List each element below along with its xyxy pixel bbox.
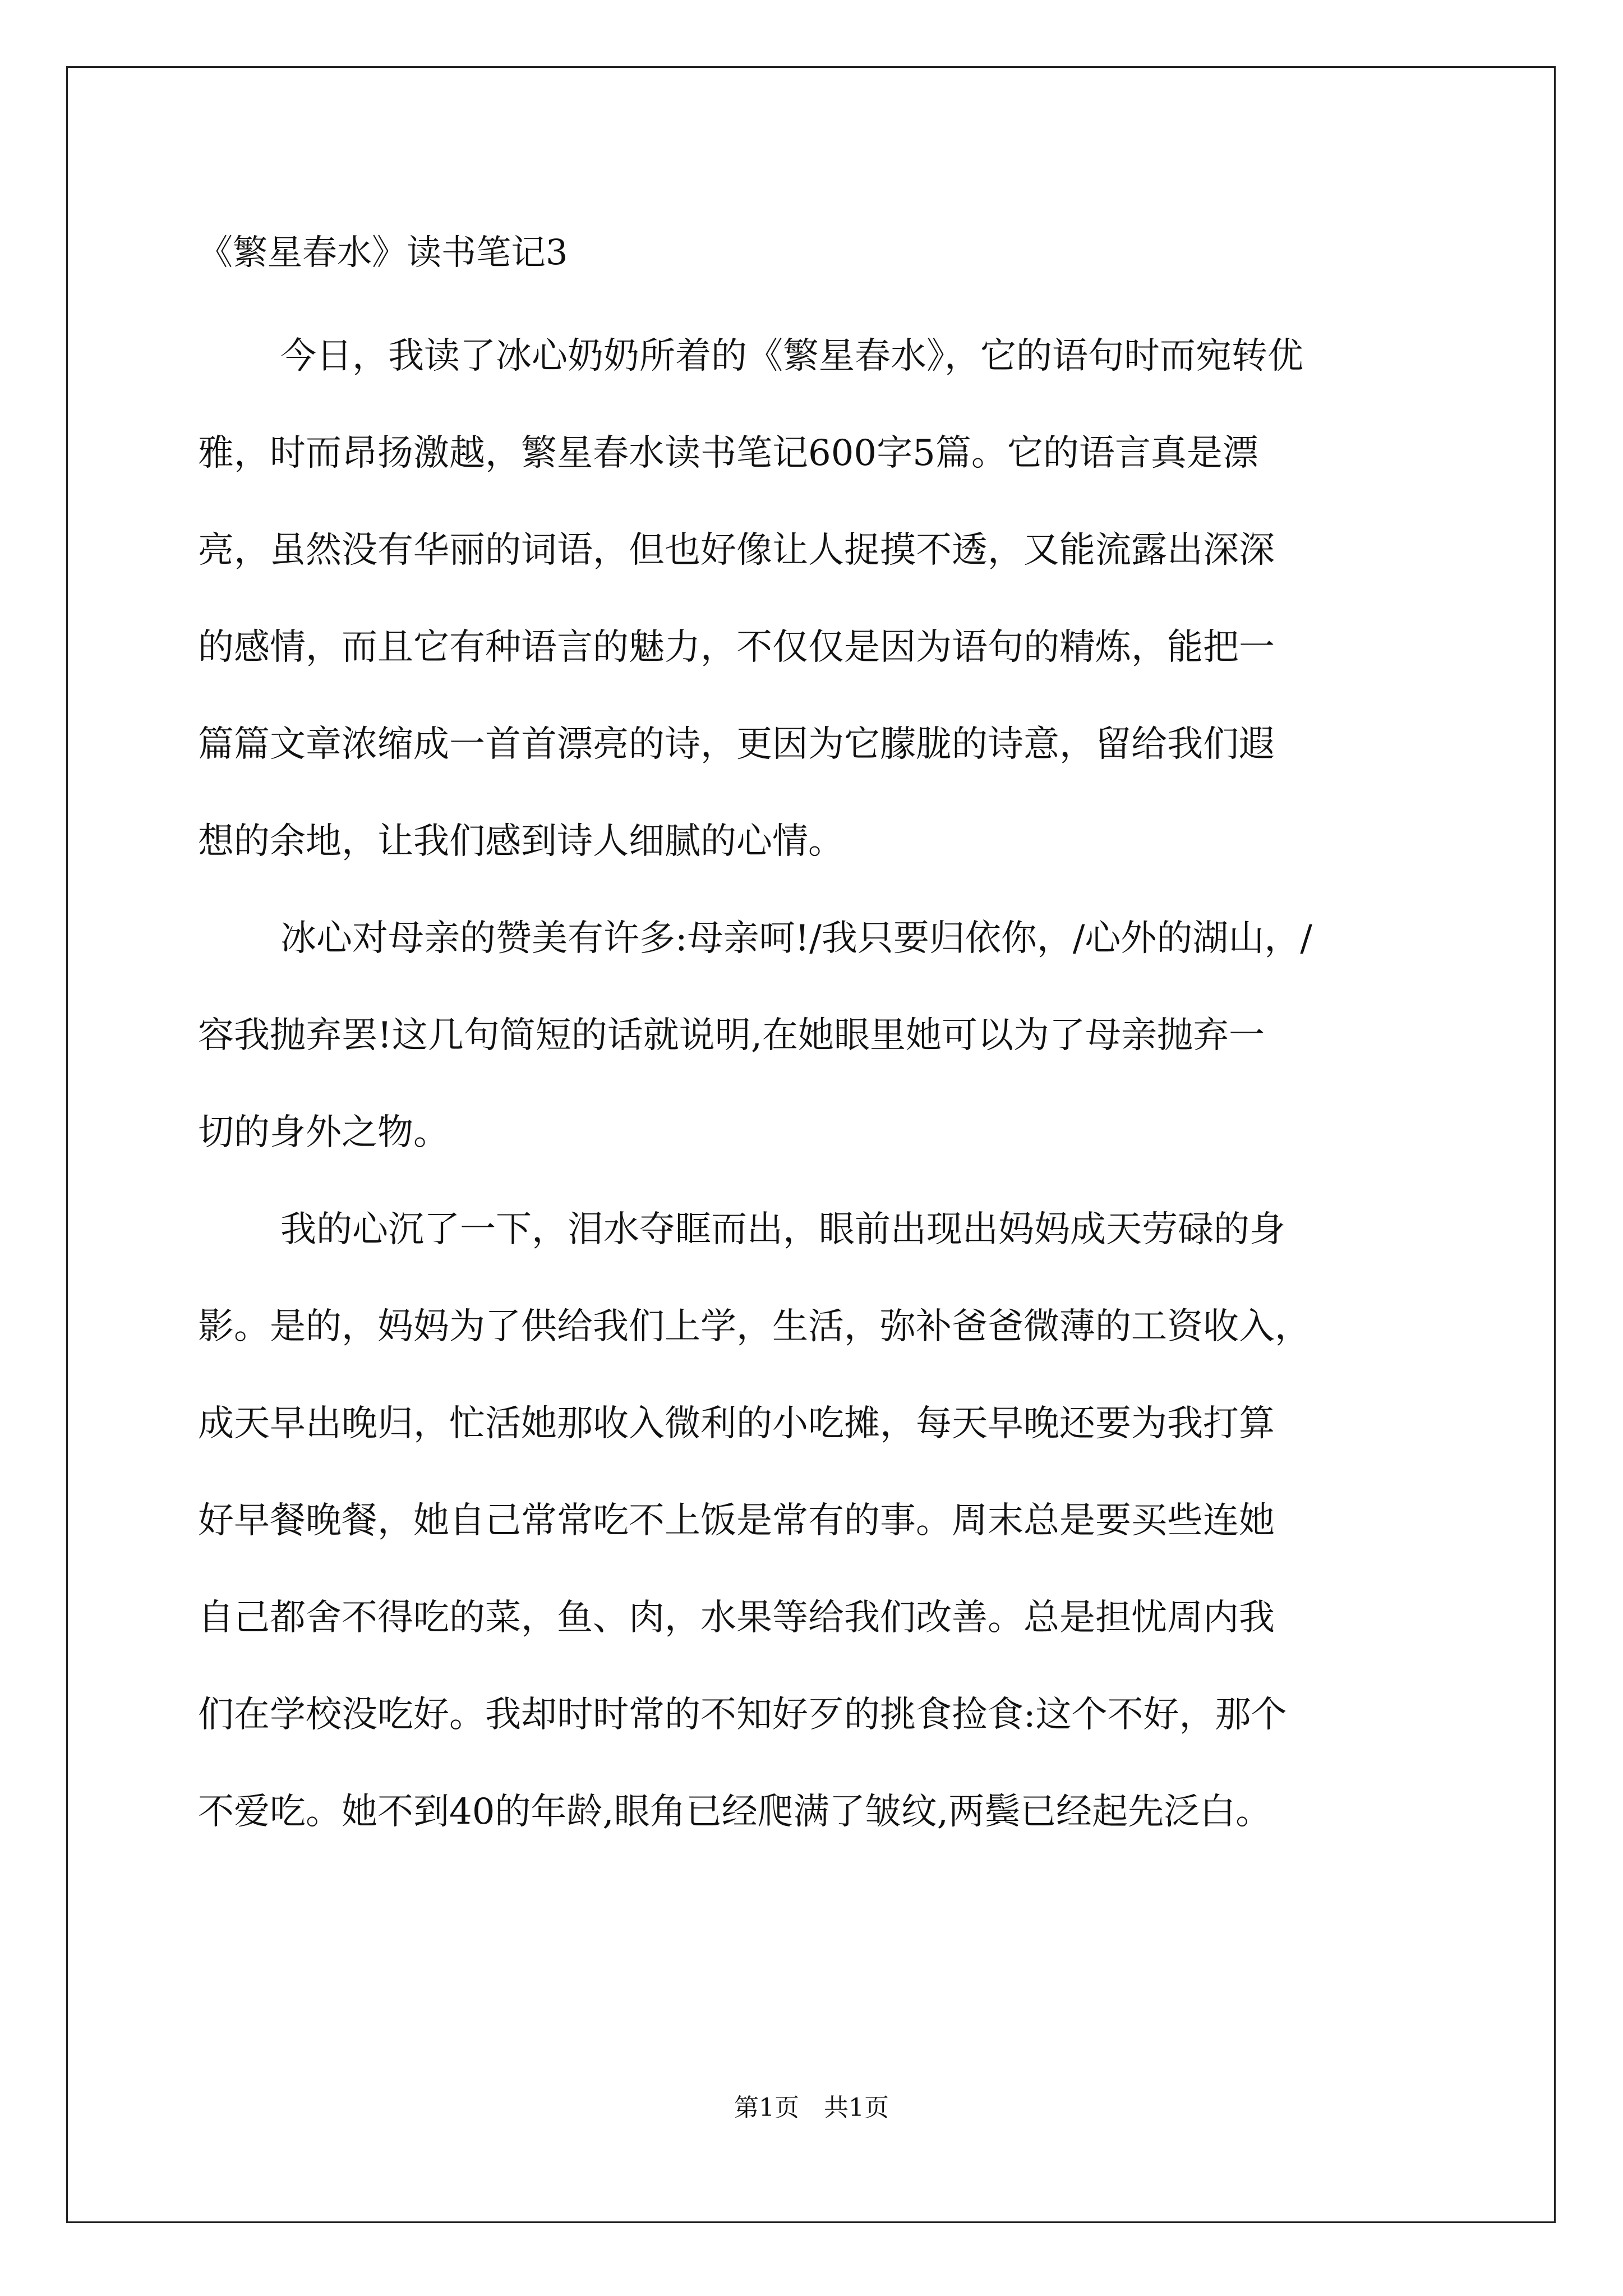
paragraph-1-line-4: 的感情，而且它有种语言的魅力，不仅仅是因为语句的精炼，能把一 bbox=[198, 627, 1275, 668]
paragraph-3-line-2: 影。是的，妈妈为了供给我们上学，生活，弥补爸爸微薄的工资收入， bbox=[198, 1306, 1311, 1347]
paragraph-1-line-3: 亮，虽然没有华丽的词语，但也好像让人捉摸不透，又能流露出深深 bbox=[198, 530, 1275, 571]
document-title: 《繁星春水》读书笔记3 bbox=[198, 232, 568, 273]
paragraph-1-line-6: 想的余地，让我们感到诗人细腻的心情。 bbox=[198, 821, 844, 862]
paragraph-3-line-4: 好早餐晚餐，她自己常常吃不上饭是常有的事。周末总是要买些连她 bbox=[198, 1500, 1275, 1542]
paragraph-3-line-1: 我的心沉了一下，泪水夺眶而出，眼前出现出妈妈成天劳碌的身 bbox=[280, 1209, 1285, 1250]
paragraph-3-line-7: 不爱吃。她不到40的年龄,眼角已经爬满了皱纹,两鬓已经起先泛白。 bbox=[198, 1791, 1272, 1833]
paragraph-2-line-3: 切的身外之物。 bbox=[198, 1112, 449, 1153]
paragraph-1-line-2: 雅，时而昂扬激越，繁星春水读书笔记600字5篇。它的语言真是漂 bbox=[198, 432, 1258, 474]
page-footer: 第1页 共1页 bbox=[734, 2093, 889, 2122]
paragraph-3-line-5: 自己都舍不得吃的菜，鱼、肉，水果等给我们改善。总是担忧周内我 bbox=[198, 1597, 1275, 1639]
paragraph-2-line-1: 冰心对母亲的赞美有许多:母亲呵!/我只要归依你，/心外的湖山，/ bbox=[280, 918, 1312, 959]
paragraph-1-line-1: 今日，我读了冰心奶奶所着的《繁星春水》，它的语句时而宛转优 bbox=[280, 335, 1303, 377]
paragraph-2-line-2: 容我抛弃罢!这几句简短的话就说明,在她眼里她可以为了母亲抛弃一 bbox=[198, 1015, 1265, 1056]
paragraph-3-line-6: 们在学校没吃好。我却时时常的不知好歹的挑食捡食:这个不好，那个 bbox=[198, 1694, 1287, 1736]
paragraph-3-line-3: 成天早出晚归，忙活她那收入微利的小吃摊，每天早晚还要为我打算 bbox=[198, 1403, 1275, 1444]
paragraph-1-line-5: 篇篇文章浓缩成一首首漂亮的诗，更因为它朦胧的诗意，留给我们遐 bbox=[198, 724, 1275, 765]
